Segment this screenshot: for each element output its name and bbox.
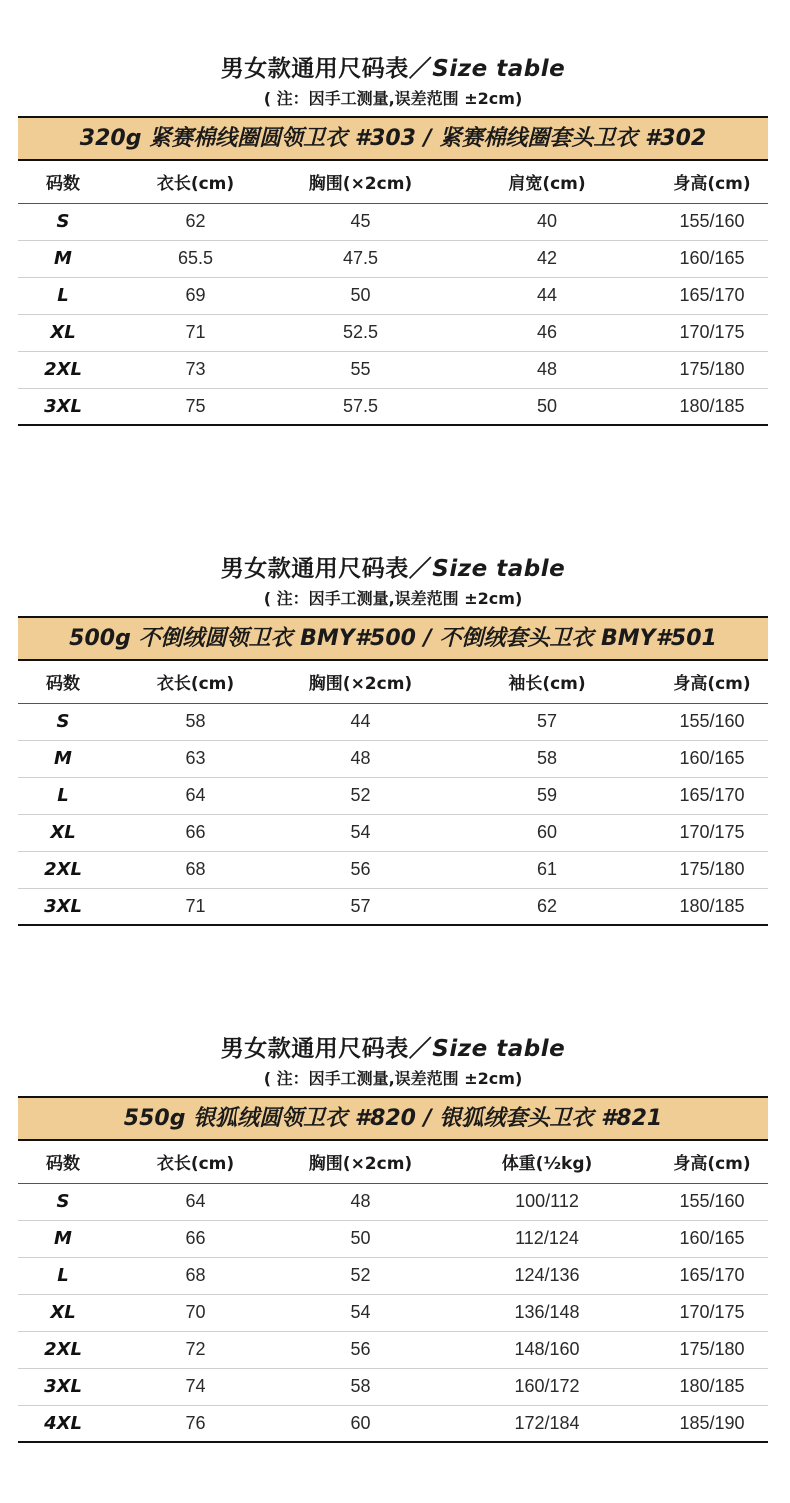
table-cell: 57.5 [283,388,438,425]
table-cell: 70 [108,1294,283,1331]
table-cell: 50 [438,388,656,425]
product-banner: 550g 银狐绒圆领卫衣 #820 / 银狐绒套头卫衣 #821 [18,1096,768,1141]
size-table [18,161,768,426]
table-cell: 48 [438,351,656,388]
table-row [18,1368,768,1405]
table-cell: 155/160 [656,203,768,240]
table-cell: 56 [283,851,438,888]
table-cell: 66 [108,814,283,851]
column-header: 胸围(×2cm) [283,661,438,703]
size-label: 3XL [18,388,108,425]
size-label: M [18,1220,108,1257]
title-english: Size table [432,1036,566,1062]
table-row [18,1294,768,1331]
table-cell: 62 [108,203,283,240]
column-header: 身高(cm) [656,661,768,703]
size-label: M [18,740,108,777]
size-table [18,1141,768,1443]
table-row [18,740,768,777]
table-cell: 170/175 [656,814,768,851]
table-cell: 180/185 [656,1368,768,1405]
table-cell: 62 [438,888,656,925]
table-cell: 46 [438,314,656,351]
table-cell: 42 [438,240,656,277]
size-label: M [18,240,108,277]
size-table-title [18,1032,768,1066]
column-header: 袖长(cm) [438,661,656,703]
table-cell: 160/172 [438,1368,656,1405]
table-cell: 50 [283,277,438,314]
table-cell: 52 [283,777,438,814]
size-label: XL [18,314,108,351]
size-label: 3XL [18,1368,108,1405]
column-header: 衣长(cm) [108,661,283,703]
table-cell: 185/190 [656,1405,768,1442]
size-label: 2XL [18,851,108,888]
table-cell: 63 [108,740,283,777]
table-cell: 124/136 [438,1257,656,1294]
table-cell: 73 [108,351,283,388]
table-cell: 69 [108,277,283,314]
measurement-note: ( 注：因手工测量,误差范围 ±2cm) [263,1069,523,1088]
table-cell: 58 [438,740,656,777]
size-label: 2XL [18,351,108,388]
table-row [18,314,768,351]
size-label: 2XL [18,1331,108,1368]
table-cell: 170/175 [656,314,768,351]
size-label: 4XL [18,1405,108,1442]
table-row [18,888,768,925]
column-header: 码数 [18,661,108,703]
table-cell: 160/165 [656,740,768,777]
table-row [18,777,768,814]
product-banner: 320g 紧赛棉线圈圆领卫衣 #303 / 紧赛棉线圈套头卫衣 #302 [18,116,768,161]
table-cell: 76 [108,1405,283,1442]
table-cell: 55 [283,351,438,388]
table-cell: 40 [438,203,656,240]
size-label: L [18,1257,108,1294]
table-row [18,1183,768,1220]
table-cell: 136/148 [438,1294,656,1331]
table-cell: 175/180 [656,1331,768,1368]
table-cell: 60 [283,1405,438,1442]
table-row [18,388,768,425]
column-header: 肩宽(cm) [438,161,656,203]
column-header: 身高(cm) [656,161,768,203]
table-row [18,1220,768,1257]
table-cell: 48 [283,1183,438,1220]
size-label: L [18,277,108,314]
table-cell: 54 [283,1294,438,1331]
column-header: 码数 [18,1141,108,1183]
table-cell: 47.5 [283,240,438,277]
table-cell: 172/184 [438,1405,656,1442]
table-cell: 160/165 [656,1220,768,1257]
table-row [18,1257,768,1294]
title-chinese: 男女款通用尺码表／ [220,556,433,582]
table-cell: 65.5 [108,240,283,277]
table-cell: 160/165 [656,240,768,277]
size-label: 3XL [18,888,108,925]
table-cell: 180/185 [656,388,768,425]
column-header: 体重(½kg) [438,1141,656,1183]
table-row [18,814,768,851]
table-cell: 75 [108,388,283,425]
title-chinese: 男女款通用尺码表／ [220,1036,433,1062]
table-cell: 68 [108,851,283,888]
table-cell: 64 [108,777,283,814]
title-english: Size table [432,56,566,82]
table-cell: 68 [108,1257,283,1294]
table-row [18,703,768,740]
column-header: 胸围(×2cm) [283,1141,438,1183]
table-cell: 52 [283,1257,438,1294]
table-row [18,351,768,388]
measurement-note: ( 注：因手工测量,误差范围 ±2cm) [263,589,523,608]
table-cell: 175/180 [656,851,768,888]
table-cell: 64 [108,1183,283,1220]
table-cell: 54 [283,814,438,851]
table-cell: 58 [108,703,283,740]
table-cell: 170/175 [656,1294,768,1331]
size-label: S [18,703,108,740]
size-table-section-2 [18,552,768,926]
table-cell: 58 [283,1368,438,1405]
size-label: S [18,1183,108,1220]
table-cell: 71 [108,888,283,925]
table-row [18,203,768,240]
size-label: XL [18,814,108,851]
column-header: 码数 [18,161,108,203]
table-cell: 165/170 [656,777,768,814]
size-table-title [18,552,768,586]
table-cell: 100/112 [438,1183,656,1220]
table-row [18,1405,768,1442]
table-cell: 57 [283,888,438,925]
table-cell: 165/170 [656,277,768,314]
table-cell: 61 [438,851,656,888]
table-cell: 74 [108,1368,283,1405]
table-cell: 112/124 [438,1220,656,1257]
product-banner: 500g 不倒绒圆领卫衣 BMY#500 / 不倒绒套头卫衣 BMY#501 [18,616,768,661]
table-cell: 155/160 [656,1183,768,1220]
table-cell: 155/160 [656,703,768,740]
table-cell: 52.5 [283,314,438,351]
table-cell: 71 [108,314,283,351]
header-row [18,1141,768,1183]
size-label: S [18,203,108,240]
table-cell: 72 [108,1331,283,1368]
table-cell: 175/180 [656,351,768,388]
table-cell: 60 [438,814,656,851]
table-cell: 50 [283,1220,438,1257]
header-row [18,161,768,203]
size-table [18,661,768,926]
table-cell: 148/160 [438,1331,656,1368]
table-cell: 66 [108,1220,283,1257]
size-table-title [18,52,768,86]
table-cell: 59 [438,777,656,814]
table-row [18,851,768,888]
column-header: 衣长(cm) [108,161,283,203]
size-table-section-1 [18,52,768,426]
header-row [18,661,768,703]
table-cell: 180/185 [656,888,768,925]
column-header: 衣长(cm) [108,1141,283,1183]
size-label: XL [18,1294,108,1331]
column-header: 胸围(×2cm) [283,161,438,203]
table-cell: 48 [283,740,438,777]
title-chinese: 男女款通用尺码表／ [220,56,433,82]
size-label: L [18,777,108,814]
table-row [18,277,768,314]
column-header: 身高(cm) [656,1141,768,1183]
table-cell: 44 [438,277,656,314]
size-table-section-3 [18,1032,768,1443]
table-row [18,240,768,277]
table-cell: 57 [438,703,656,740]
table-row [18,1331,768,1368]
table-cell: 165/170 [656,1257,768,1294]
title-english: Size table [432,556,566,582]
table-cell: 44 [283,703,438,740]
measurement-note: ( 注：因手工测量,误差范围 ±2cm) [263,89,523,108]
table-cell: 45 [283,203,438,240]
table-cell: 56 [283,1331,438,1368]
